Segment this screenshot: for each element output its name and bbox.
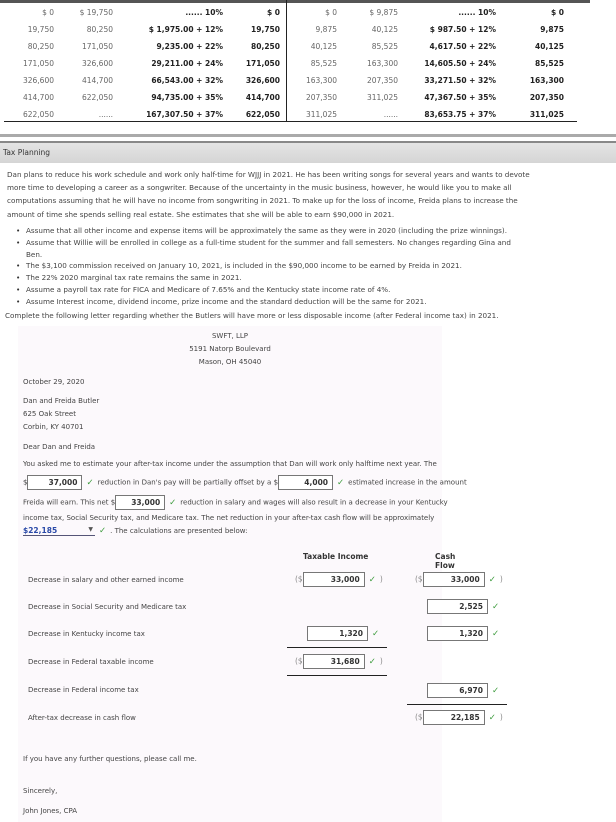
cell-base: 33,271.50 + 32%: [424, 76, 496, 85]
cell-base: 66,543.00 + 32%: [151, 76, 223, 85]
cell-not-over: 207,350: [366, 76, 398, 85]
table-row: [288, 72, 578, 89]
cash-fica-input[interactable]: 2,525: [427, 599, 488, 614]
body-line-2: [23, 475, 467, 491]
letter-date: October 29, 2020: [23, 378, 85, 386]
cash-ky-input[interactable]: 1,320: [427, 626, 488, 641]
taxable-federal-field: [295, 654, 383, 669]
cell-over: 85,525: [310, 59, 337, 68]
assumption-item: • Assume Interest income, dividend income, prize income and the standard deduction will be the same for 2021.: [18, 296, 558, 308]
table-row: [4, 72, 286, 89]
instruction-text: Complete the following letter regarding whether the Butlers will have more or less disposable income (after Federal income tax) in 2021.: [5, 311, 499, 320]
cell-over: $ 0: [325, 8, 337, 17]
assumption-item: • Assume that Willie will be enrolled in college as a full-time student for the summer and fall semesters. No changes regarding Gina and Ben.: [18, 237, 518, 261]
cell-base: 4,617.50 + 22%: [429, 42, 496, 51]
freida-increase-input[interactable]: 4,000: [278, 475, 333, 490]
table-top-border: [0, 0, 590, 3]
cell-not-over: 622,050: [81, 93, 113, 102]
cell-not-over: ......: [98, 110, 113, 119]
cell-of-excess: 80,250: [251, 42, 280, 51]
cash-fica-field: [427, 599, 503, 614]
check-icon: ✓: [368, 574, 376, 585]
cell-of-excess: 326,600: [245, 76, 280, 85]
check-icon: ✓: [492, 628, 500, 639]
cell-of-excess: 163,300: [529, 76, 564, 85]
calc-row-label: Decrease in salary and other earned income: [28, 576, 184, 584]
cell-not-over: 80,250: [86, 25, 113, 34]
cell-of-excess: 622,050: [245, 110, 280, 119]
check-icon: ✓: [492, 685, 500, 696]
firm-street: 5191 Natorp Boulevard: [189, 345, 271, 353]
open-paren: ($: [415, 574, 423, 584]
calc-row-label: After-tax decrease in cash flow: [28, 714, 136, 722]
cell-not-over: ......: [383, 110, 398, 119]
cell-of-excess: 171,050: [245, 59, 280, 68]
cell-not-over: 414,700: [81, 76, 113, 85]
col-header-taxable-income: Taxable Income: [303, 552, 369, 561]
cell-over: $ 0: [42, 8, 54, 17]
body-line-1: You asked me to estimate your after-tax income under the assumption that Dan will work only halftime next year. The: [23, 460, 437, 468]
cell-of-excess: 40,125: [535, 42, 564, 51]
close-paren: ): [499, 574, 503, 584]
firm-address: [18, 326, 442, 369]
calc-row-label: Decrease in Social Security and Medicare tax: [28, 603, 187, 611]
table-divider: [286, 0, 287, 122]
text: estimated increase in the amount: [348, 478, 467, 487]
table-row: [288, 4, 578, 21]
chevron-down-icon: ▼: [88, 526, 93, 533]
subtotal-rule: [287, 647, 387, 648]
text: Freida will earn. This net $: [23, 498, 116, 507]
cell-over: 414,700: [22, 93, 54, 102]
table-row: [288, 89, 578, 106]
cell-base: 9,235.00 + 22%: [156, 42, 223, 51]
calc-row-label: Decrease in Kentucky income tax: [28, 630, 145, 638]
cell-not-over: 85,525: [371, 42, 398, 51]
cell-of-excess: 311,025: [529, 110, 564, 119]
cell-not-over: 311,025: [366, 93, 398, 102]
dollar-sign: $: [23, 478, 28, 487]
cell-over: 326,600: [22, 76, 54, 85]
cell-base: 47,367.50 + 35%: [424, 93, 496, 102]
cell-base: ...... 10%: [458, 8, 496, 17]
check-icon: ✓: [169, 497, 177, 508]
open-paren: ($: [415, 712, 423, 722]
table-row: [4, 4, 286, 21]
check-icon: ✓: [492, 601, 500, 612]
cell-of-excess: 414,700: [245, 93, 280, 102]
text: reduction in Dan's pay will be partially offset by a $: [97, 478, 279, 487]
section-title: Tax Planning: [3, 148, 51, 157]
taxable-ky-field: [307, 626, 383, 641]
cell-over: 163,300: [305, 76, 337, 85]
firm-city: Mason, OH 45040: [198, 358, 262, 366]
cell-over: 9,875: [315, 25, 337, 34]
table-row: [4, 55, 286, 72]
taxable-salary-input[interactable]: 33,000: [303, 572, 365, 587]
cell-base: $ 1,975.00 + 12%: [148, 25, 223, 34]
cell-of-excess: 207,350: [529, 93, 564, 102]
cash-aftertax-input[interactable]: 22,185: [423, 710, 485, 725]
text: . The calculations are presented below:: [110, 527, 248, 535]
cell-base: 167,307.50 + 37%: [146, 110, 223, 119]
taxable-salary-field: [295, 572, 383, 587]
cell-of-excess: $ 0: [550, 8, 564, 17]
table-row: [288, 55, 578, 72]
recipient-city: Corbin, KY 40701: [23, 423, 84, 431]
table-row: [4, 38, 286, 55]
problem-intro: Dan plans to reduce his work schedule and work only half-time for WJJJ in 2021. He has been writing songs for several years and wants to devote more time to developing a career as a songwriter. Because of the uncertainty in the music business, however, he would like you to make all computations assuming that he will have no income from songwriting in 2021. To make up for the loss of income, Freida plans to increase the amount of time she spends selling real estate. She estimates that she will be able to earn $90,000 in 2021.: [7, 170, 530, 219]
signature: John Jones, CPA: [23, 807, 78, 815]
cell-of-excess: 85,525: [535, 59, 564, 68]
cell-base: $ 987.50 + 12%: [429, 25, 496, 34]
assumption-item: • Assume that all other income and expense items will be approximately the same as they were in 2020 (including the prize winnings).: [18, 225, 558, 237]
cash-federal-tax-input[interactable]: 6,970: [427, 683, 488, 698]
cell-base: 94,735.00 + 35%: [151, 93, 223, 102]
cashflow-dropdown[interactable]: [23, 526, 95, 536]
net-reduction-input[interactable]: 33,000: [115, 495, 165, 510]
salutation: Dear Dan and Freida: [23, 443, 96, 451]
firm-name: SWFT, LLP: [211, 332, 248, 340]
cell-base: ...... 10%: [185, 8, 223, 17]
col-header-cash-flow: Cash Flow: [435, 552, 456, 570]
calc-row-label: Decrease in Federal income tax: [28, 686, 139, 694]
check-icon: ✓: [86, 477, 94, 488]
cash-aftertax-field: [415, 710, 503, 725]
dan-reduction-input[interactable]: 37,000: [27, 475, 82, 490]
cell-base: 14,605.50 + 24%: [424, 59, 496, 68]
assumption-item: • The 22% 2020 marginal tax rate remains the same in 2021.: [18, 272, 558, 284]
recipient-name: Dan and Freida Butler: [23, 397, 100, 405]
letter: [18, 326, 503, 822]
cash-federal-tax-field: [427, 683, 503, 698]
recipient-street: 625 Oak Street: [23, 410, 76, 418]
dropdown-value: $22,185: [23, 526, 58, 535]
assumption-item: • Assume a payroll tax rate for FICA and Medicare of 7.65% and the Kentucky state income rate of 4%.: [18, 284, 558, 296]
cell-not-over: $ 9,875: [369, 8, 398, 17]
cell-over: 207,350: [305, 93, 337, 102]
cell-over: 171,050: [22, 59, 54, 68]
check-icon: ✓: [372, 628, 380, 639]
cell-base: 29,211.00 + 24%: [151, 59, 223, 68]
cash-salary-field: [415, 572, 503, 587]
check-icon: ✓: [99, 526, 107, 536]
close-paren: ): [499, 712, 503, 722]
cash-salary-input[interactable]: 33,000: [423, 572, 485, 587]
cell-not-over: 40,125: [371, 25, 398, 34]
table-row: [288, 21, 578, 38]
cell-over: 19,750: [27, 25, 54, 34]
cell-of-excess: $ 0: [266, 8, 280, 17]
cell-not-over: 163,300: [366, 59, 398, 68]
check-icon: ✓: [337, 477, 345, 488]
cell-over: 622,050: [22, 110, 54, 119]
taxable-federal-input[interactable]: 31,680: [303, 654, 365, 669]
cell-over: 40,125: [310, 42, 337, 51]
table-row: [4, 89, 286, 106]
open-paren: ($: [295, 574, 303, 584]
total-rule: [287, 675, 387, 676]
signoff: Sincerely,: [23, 787, 58, 795]
cell-of-excess: 9,875: [540, 25, 564, 34]
table-row: [4, 21, 286, 38]
body-line-5: [23, 526, 248, 542]
table-bottom-border-right: [287, 121, 577, 122]
cell-not-over: $ 19,750: [79, 8, 113, 17]
cell-base: 83,653.75 + 37%: [424, 110, 496, 119]
check-icon: ✓: [368, 656, 376, 667]
assumption-item: • The $3,100 commission received on January 10, 2021, is included in the $90,000 income to be earned by Freida in 2021.: [18, 260, 558, 272]
open-paren: ($: [295, 656, 303, 666]
separator-bar: [0, 134, 616, 137]
check-icon: ✓: [488, 574, 496, 585]
tax-schedule-single: [288, 4, 578, 123]
cell-not-over: 171,050: [81, 42, 113, 51]
check-icon: ✓: [488, 712, 496, 723]
closing-line: If you have any further questions, please call me.: [23, 755, 197, 763]
close-paren: ): [379, 574, 383, 584]
tax-schedule-married-joint: [4, 4, 286, 123]
section-header: [0, 141, 616, 163]
calc-row-label: Decrease in Federal taxable income: [28, 658, 154, 666]
cell-not-over: 326,600: [81, 59, 113, 68]
cell-of-excess: 19,750: [251, 25, 280, 34]
body-line-4: income tax, Social Security tax, and Medicare tax. The net reduction in your after-tax cash flow will be approximately: [23, 514, 435, 522]
cash-ky-field: [427, 626, 503, 641]
tax-rate-schedules: [0, 0, 616, 126]
taxable-ky-input[interactable]: 1,320: [307, 626, 368, 641]
close-paren: ): [379, 656, 383, 666]
body-line-3: [23, 495, 448, 511]
assumptions-list: [18, 225, 558, 308]
table-row: [288, 38, 578, 55]
cell-over: 311,025: [305, 110, 337, 119]
cash-total-rule: [407, 704, 507, 705]
table-bottom-border-left: [4, 121, 286, 122]
cell-over: 80,250: [27, 42, 54, 51]
text: reduction in salary and wages will also result in a decrease in your Kentucky: [180, 498, 448, 507]
